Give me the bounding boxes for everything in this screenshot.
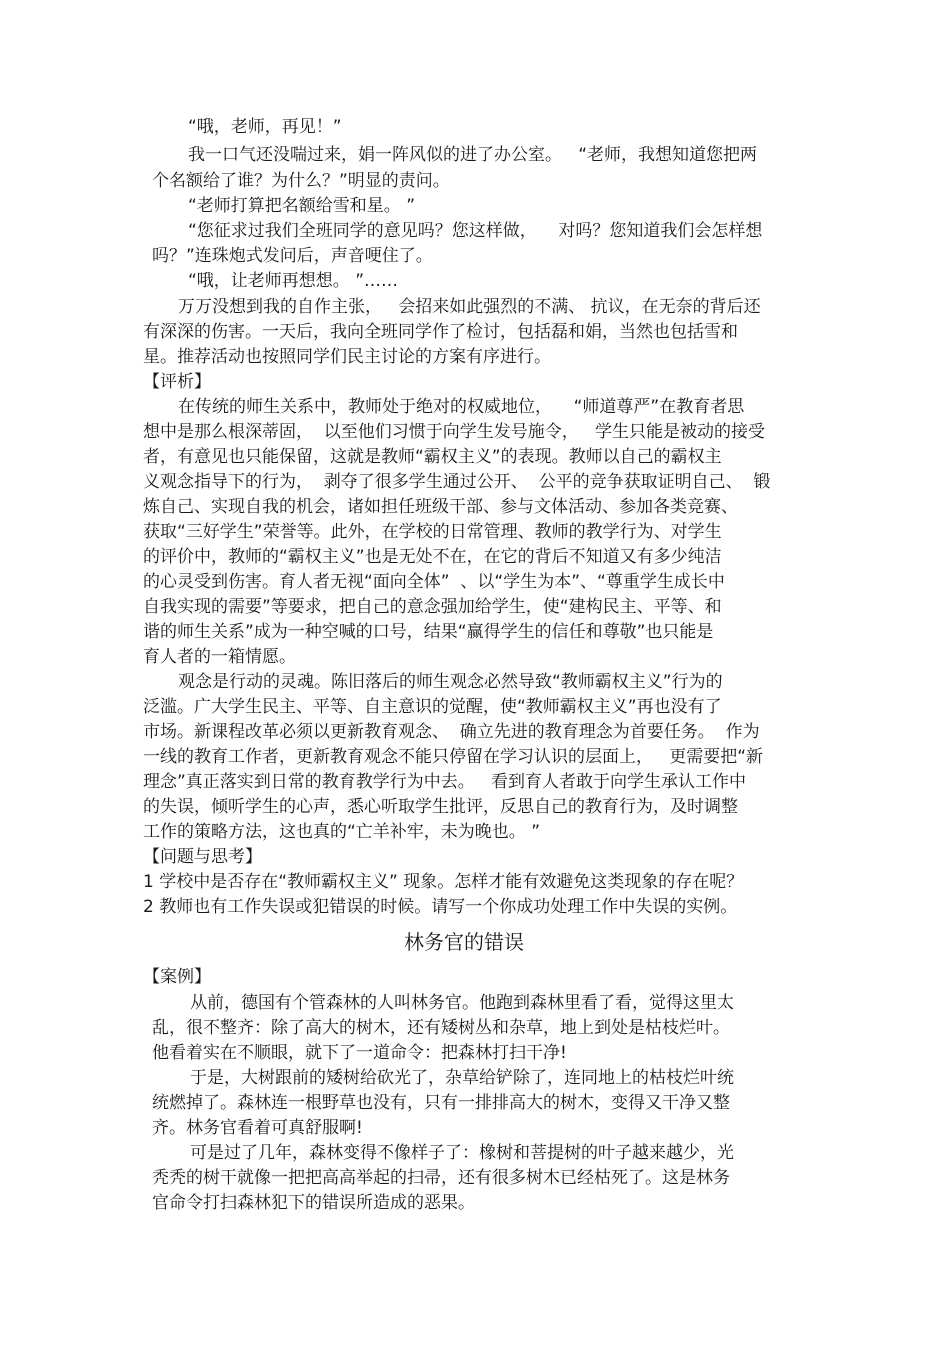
dialog-line: “哦，让老师再想想。 ”…… — [188, 271, 399, 291]
analysis-line: 自我实现的需要”等要求，把自己的意念强加给学生，使“建构民主、平等、和 — [143, 597, 722, 617]
paragraph-line: 万万没想到我的自作主张， 会招来如此强烈的不满、 抗议，在无奈的背后还 — [178, 297, 761, 317]
case-line: 他看着实在不顺眼，就下了一道命令：把森林打扫干净! — [152, 1043, 567, 1063]
analysis-line: 谐的师生关系”成为一种空喊的口号，结果“赢得学生的信任和尊敬”也只能是 — [143, 622, 714, 642]
analysis-line: 的心灵受到伤害。育人者无视“面向全体” 、以“学生为本”、“尊重学生成长中 — [143, 572, 725, 592]
dialog-line: “老师打算把名额给雪和星。 ” — [188, 196, 416, 216]
case-line: 官命令打扫森林犯下的错误所造成的恶果。 — [152, 1193, 475, 1213]
dialog-line: 个名额给了谁？为什么？”明显的责问。 — [152, 171, 450, 191]
analysis-line: 炼自己、实现自我的机会，诸如担任班级干部、参与文体活动、参加各类竞赛、 — [143, 497, 738, 517]
analysis-line: 者，有意见也只能保留，这就是教师“霸权主义”的表现。教师以自己的霸权主 — [143, 447, 722, 467]
case-line: 从前，德国有个管森林的人叫林务官。他跑到森林里看了看，觉得这里太 — [190, 993, 734, 1013]
analysis-line: 工作的策略方法，这也真的“亡羊补牢，未为晚也。 ” — [143, 822, 541, 842]
case-line: 秃秃的树干就像一把把高高举起的扫帚，还有很多树木已经枯死了。这是林务 — [152, 1168, 730, 1188]
section-heading-analysis: 【评析】 — [143, 372, 211, 392]
section-heading-case: 【案例】 — [143, 967, 211, 987]
analysis-line: 一线的教育工作者，更新教育观念不能只停留在学习认识的层面上， 更需要把“新 — [143, 747, 764, 767]
analysis-line: 育人者的一箱情愿。 — [143, 647, 296, 667]
analysis-line: 义观念指导下的行为， 剥夺了很多学生通过公开、 公平的竞争获取证明自己、 锻 — [143, 472, 771, 492]
case-line: 可是过了几年，森林变得不像样子了：橡树和菩提树的叶子越来越少，光 — [190, 1143, 734, 1163]
paragraph-line: 有深深的伤害。一天后，我向全班同学作了检讨，包括磊和娟，当然也包括雪和 — [143, 322, 738, 342]
analysis-line: 观念是行动的灵魂。陈旧落后的师生观念必然导致“教师霸权主义”行为的 — [178, 672, 723, 692]
section-heading-questions: 【问题与思考】 — [143, 847, 262, 867]
analysis-line: 获取“三好学生”荣誉等。此外，在学校的日常管理、教师的教学行为、对学生 — [143, 522, 722, 542]
dialog-line: 我一口气还没喘过来，娟一阵风似的进了办公室。 “老师，我想知道您把两 — [188, 145, 758, 165]
case-line: 乱，很不整齐：除了高大的树木，还有矮树丛和杂草，地上到处是枯枝烂叶。 — [152, 1018, 730, 1038]
case-line: 齐。林务官看着可真舒服啊! — [152, 1118, 363, 1138]
dialog-line: “哦，老师，再见！” — [188, 117, 342, 137]
analysis-line: 的评价中，教师的“霸权主义”也是无处不在，在它的背后不知道又有多少纯洁 — [143, 547, 722, 567]
analysis-line: 市场。新课程改革必须以更新教育观念、 确立先进的教育理念为首要任务。 作为 — [143, 722, 760, 742]
case-line: 于是，大树跟前的矮树给砍光了，杂草给铲除了，连同地上的枯枝烂叶统 — [190, 1068, 734, 1088]
question-item: 2 教师也有工作失误或犯错误的时候。请写一个你成功处理工作中失误的实例。 — [143, 897, 738, 917]
analysis-line: 理念”真正落实到日常的教育教学行为中去。 看到育人者敢于向学生承认工作中 — [143, 772, 747, 792]
question-item: 1 学校中是否存在“教师霸权主义” 现象。怎样才能有效避免这类现象的存在呢？ — [143, 872, 744, 892]
paragraph-line: 星。推荐活动也按照同学们民主讨论的方案有序进行。 — [143, 347, 551, 367]
case-title: 林务官的错误 — [404, 930, 524, 954]
analysis-line: 在传统的师生关系中，教师处于绝对的权威地位， “师道尊严”在教育者思 — [178, 397, 745, 417]
dialog-line: 吗？”连珠炮式发问后，声音哽住了。 — [152, 246, 433, 266]
case-line: 统燃掉了。森林连一根野草也没有，只有一排排高大的树木，变得又干净又整 — [152, 1093, 730, 1113]
analysis-line: 的失误，倾听学生的心声，悉心听取学生批评，反思自己的教育行为，及时调整 — [143, 797, 738, 817]
dialog-line: “您征求过我们全班同学的意见吗？您这样做， 对吗？您知道我们会怎样想 — [188, 221, 763, 241]
analysis-line: 想中是那么根深蒂固， 以至他们习惯于向学生发号施令， 学生只能是被动的接受 — [143, 422, 766, 442]
analysis-line: 泛滥。广大学生民主、平等、自主意识的觉醒，使“教师霸权主义”再也没有了 — [143, 697, 722, 717]
